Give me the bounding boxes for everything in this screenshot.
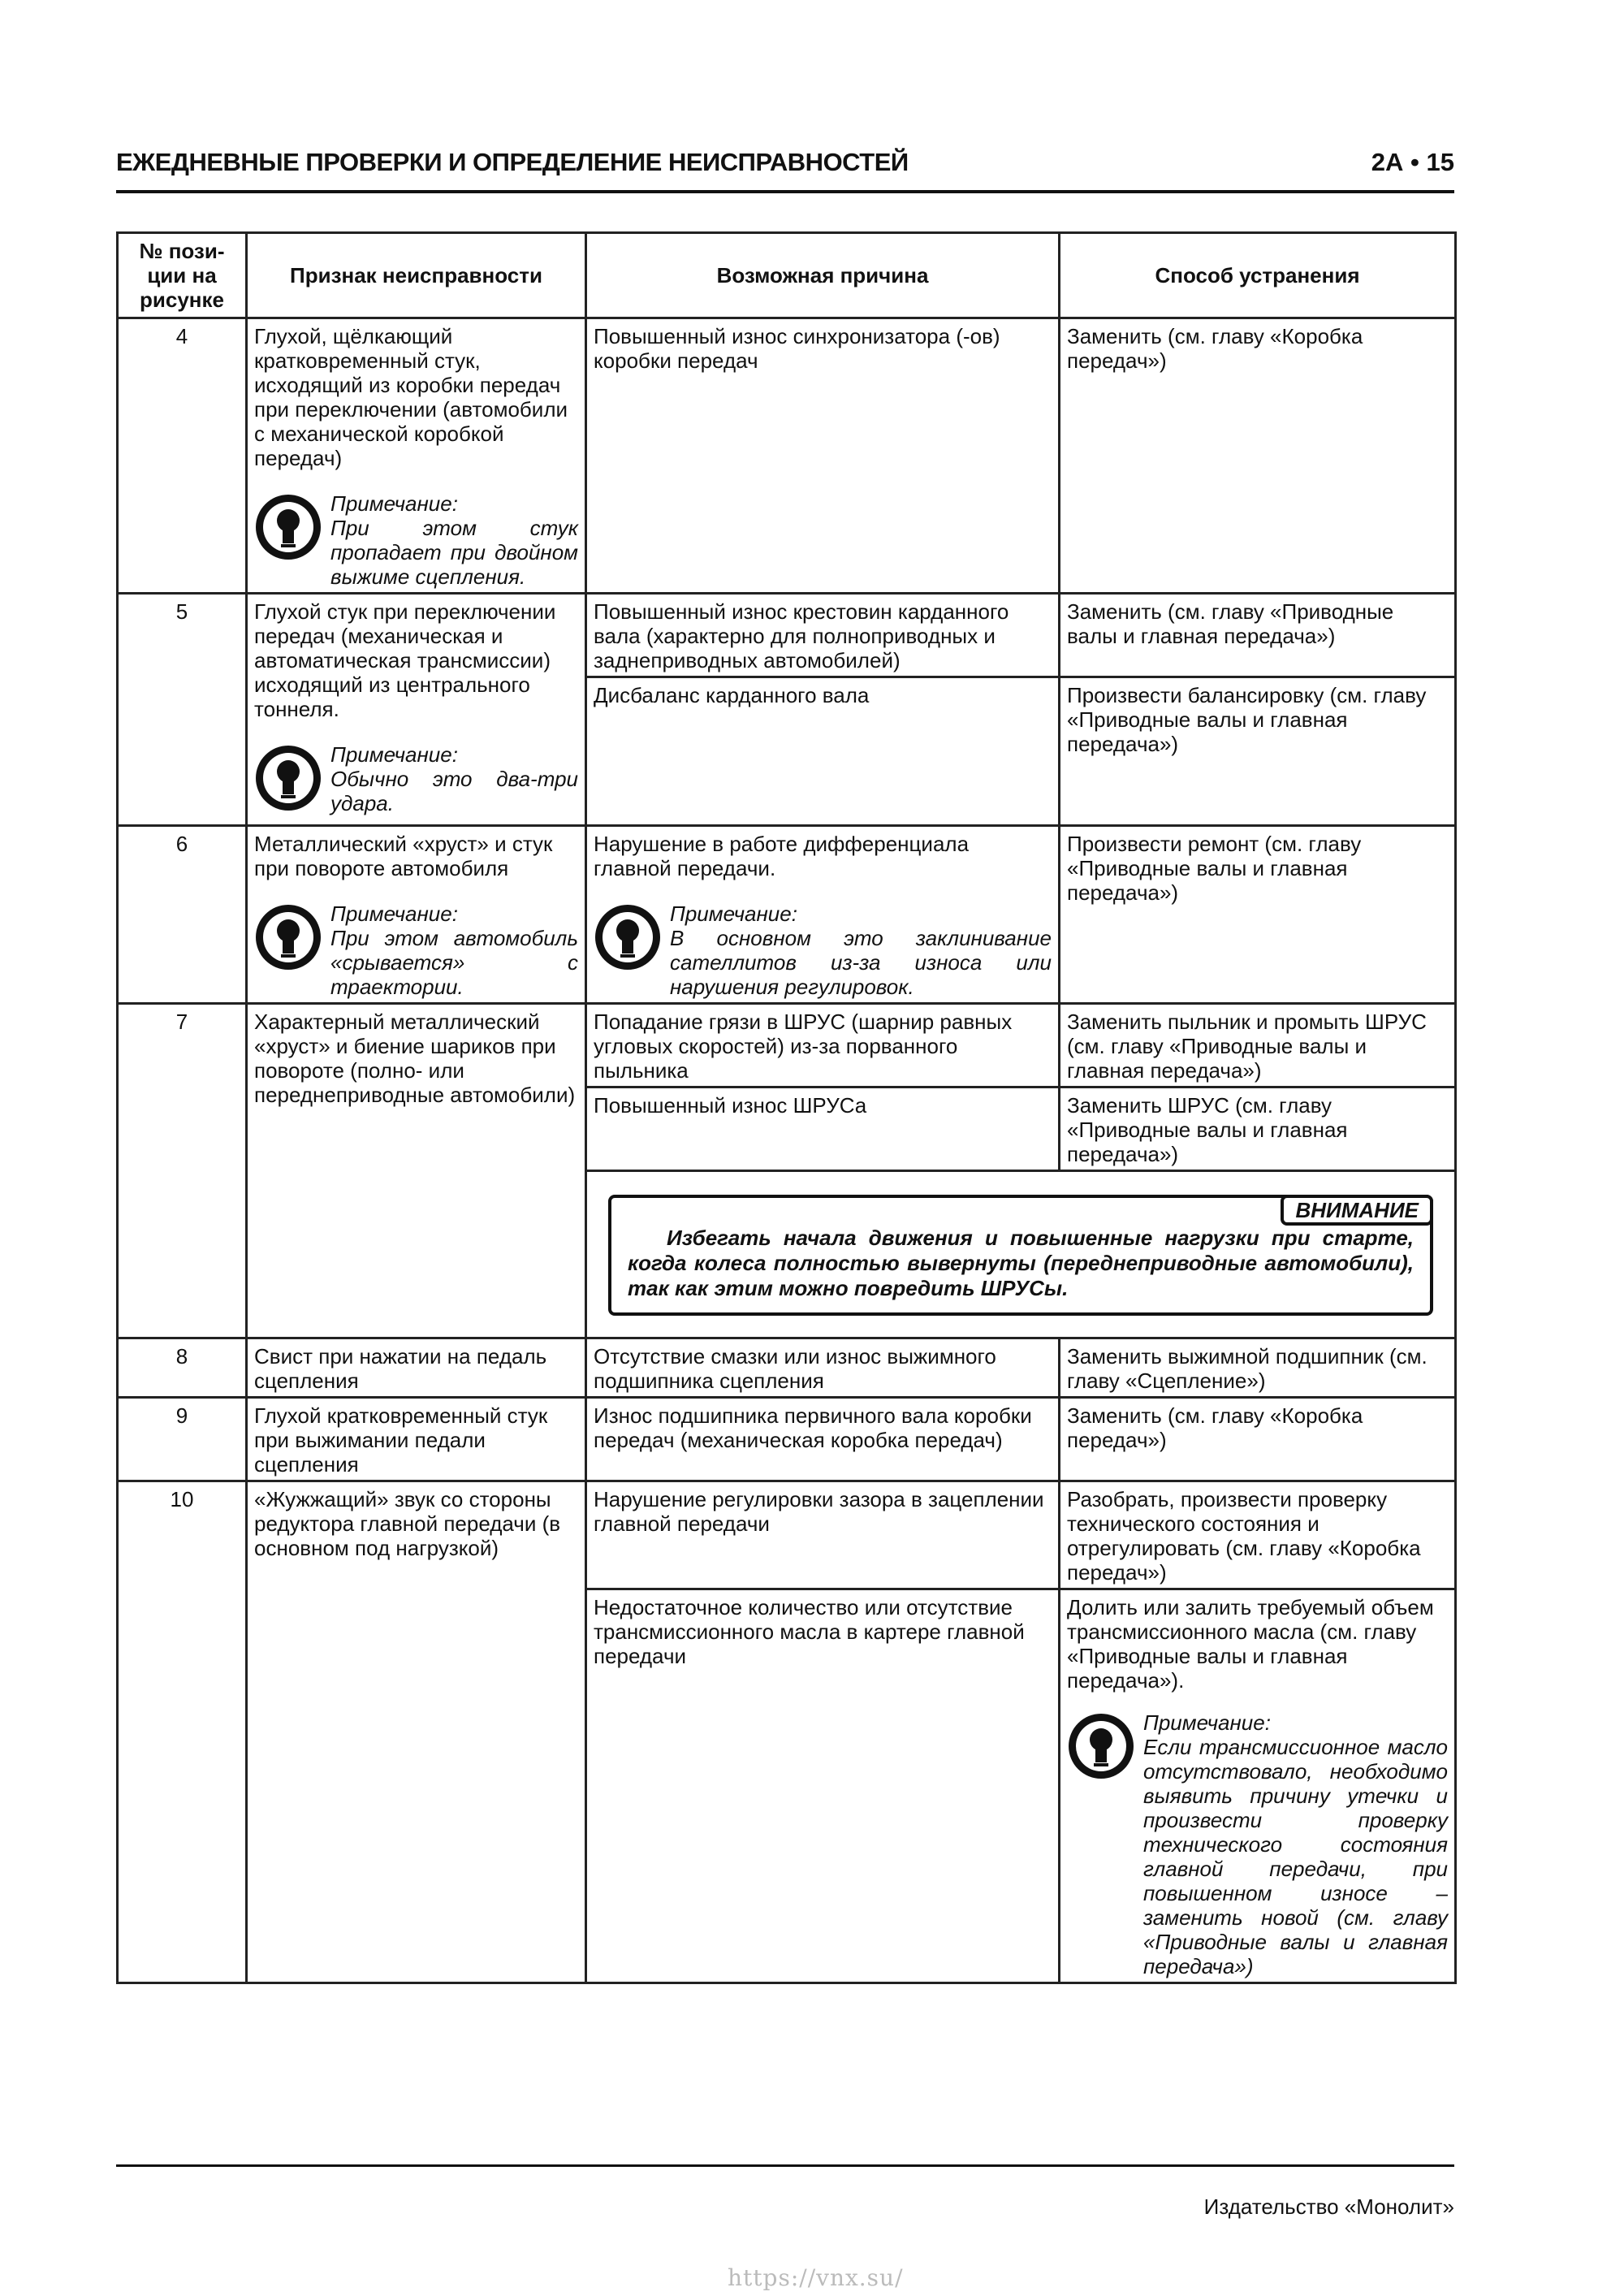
row-number: 5: [118, 594, 247, 826]
cause-cell: Повышенный износ крестовин карданного вала (характерно для полноприводных и заднеприводных автомобилей): [586, 594, 1060, 677]
note-label: Примечание:: [330, 491, 458, 516]
table-header-row: [118, 233, 1456, 318]
symptom-text: Металлический «хруст» и стук при повороте автомобиля: [254, 832, 553, 880]
symptom-cell: Свист при нажатии на педаль сцепления: [247, 1338, 586, 1398]
table-row: [118, 826, 1456, 1004]
remedy-cell: Заменить (см. главу «Коробка передач»): [1060, 1398, 1456, 1481]
remedy-cell: [1060, 1589, 1456, 1983]
note: [594, 902, 1052, 999]
remedy-cell: Произвести ремонт (см. главу «Приводные валы и главная передача»): [1060, 826, 1456, 1004]
note-label: Примечание:: [1143, 1710, 1271, 1735]
symptom-cell: [247, 594, 586, 826]
note-text: При этом стук пропадает при двойном выжиме сцепления.: [330, 516, 578, 589]
note-text: В основном это заклинивание сателлитов из-за износа или нарушения регулировок.: [670, 926, 1052, 999]
note-label: Примечание:: [330, 902, 458, 926]
page-header: [116, 145, 1454, 193]
col-header-cause: Возможная причина: [586, 233, 1060, 318]
remedy-cell: Заменить (см. главу «Приводные валы и главная передача»): [1060, 594, 1456, 677]
col-header-position: № пози-ции на рисунке: [118, 233, 247, 318]
cause-cell: Нарушение регулировки зазора в зацеплении главной передачи: [586, 1481, 1060, 1589]
table-row: [118, 1398, 1456, 1481]
note: [254, 742, 578, 815]
page-number: 2А • 15: [1371, 148, 1454, 176]
watermark-link[interactable]: https://vnx.su/: [728, 2264, 904, 2291]
page-footer: [116, 2164, 1454, 2219]
cause-cell: Повышенный износ ШРУСа: [586, 1087, 1060, 1171]
warning-cell: [586, 1171, 1456, 1338]
table-row: [118, 1481, 1456, 1589]
table-row: [118, 318, 1456, 594]
note-label: Примечание:: [330, 742, 458, 767]
lightbulb-icon: [254, 493, 322, 561]
warning-text: Избегать начала движения и повышенные нагрузки при старте, когда колеса полностью вывернуты (переднеприводные автомобили), так как этим можно повредить ШРУСы.: [628, 1226, 1414, 1300]
note-text: Обычно это два-три удара.: [330, 767, 578, 815]
symptom-cell: Характерный металлический «хруст» и биение шариков при повороте (полно- или переднеприводные автомобили): [247, 1004, 586, 1338]
cause-cell: Попадание грязи в ШРУС (шарнир равных угловых скоростей) из-за порванного пыльника: [586, 1004, 1060, 1087]
table-row: [118, 594, 1456, 677]
symptom-text: Глухой, щёлкающий кратковременный стук, исходящий из коробки передач при переключении (автомобили с механической коробкой передач): [254, 324, 568, 470]
cause-cell: Дисбаланс карданного вала: [586, 677, 1060, 826]
cause-cell: Износ подшипника первичного вала коробки передач (механическая коробка передач): [586, 1398, 1060, 1481]
remedy-cell: Произвести балансировку (см. главу «Приводные валы и главная передача»): [1060, 677, 1456, 826]
cause-cell: Отсутствие смазки или износ выжимного подшипника сцепления: [586, 1338, 1060, 1398]
cause-cell: [586, 826, 1060, 1004]
row-number: 8: [118, 1338, 247, 1398]
lightbulb-icon: [594, 903, 662, 971]
cause-cell: Повышенный износ синхронизатора (-ов) коробки передач: [586, 318, 1060, 594]
symptom-cell: Глухой кратковременный стук при выжимании педали сцепления: [247, 1398, 586, 1481]
row-number: 4: [118, 318, 247, 594]
note: [1067, 1710, 1448, 1978]
remedy-cell: Разобрать, произвести проверку технического состояния и отрегулировать (см. главу «Коробка передач»): [1060, 1481, 1456, 1589]
lightbulb-icon: [1067, 1712, 1135, 1780]
symptom-text: Глухой стук при переключении передач (механическая и автоматическая трансмиссии) исходящий из центрального тоннеля.: [254, 599, 556, 721]
remedy-cell: Заменить пыльник и промыть ШРУС (см. главу «Приводные валы и главная передача»): [1060, 1004, 1456, 1087]
table-row: [118, 1004, 1456, 1087]
row-number: 6: [118, 826, 247, 1004]
cause-cell: Недостаточное количество или отсутствие трансмиссионного масла в картере главной передачи: [586, 1589, 1060, 1983]
symptom-cell: [247, 826, 586, 1004]
remedy-text: Долить или залить требуемый объем трансмиссионного масла (см. главу «Приводные валы и главная передача»).: [1067, 1595, 1434, 1693]
fault-table: [116, 231, 1457, 1984]
remedy-cell: Заменить ШРУС (см. главу «Приводные валы и главная передача»): [1060, 1087, 1456, 1171]
lightbulb-icon: [254, 744, 322, 812]
warning-label: ВНИМАНИЕ: [1281, 1195, 1433, 1226]
note-text: При этом автомобиль «срывается» с траектории.: [330, 926, 578, 999]
warning-box: [608, 1195, 1433, 1316]
cause-text: Нарушение в работе дифференциала главной передачи.: [594, 832, 970, 880]
lightbulb-icon: [254, 903, 322, 971]
publisher: Издательство «Монолит»: [1203, 2194, 1454, 2219]
note-text: Если трансмиссионное масло отсутствовало, необходимо выявить причину утечки и произвести проверку технического состояния главной передачи, при повышенном износе – заменить новой (см. главу «Приводные валы и главная передача»): [1143, 1735, 1448, 1978]
row-number: 9: [118, 1398, 247, 1481]
note: [254, 491, 578, 589]
page-title: ЕЖЕДНЕВНЫЕ ПРОВЕРКИ И ОПРЕДЕЛЕНИЕ НЕИСПРАВНОСТЕЙ: [116, 148, 909, 176]
row-number: 7: [118, 1004, 247, 1338]
remedy-cell: Заменить выжимной подшипник (см. главу «Сцепление»): [1060, 1338, 1456, 1398]
note-label: Примечание:: [670, 902, 797, 926]
col-header-remedy: Способ устранения: [1060, 233, 1456, 318]
row-number: 10: [118, 1481, 247, 1983]
symptom-cell: «Жужжащий» звук со стороны редуктора главной передачи (в основном под нагрузкой): [247, 1481, 586, 1983]
remedy-cell: Заменить (см. главу «Коробка передач»): [1060, 318, 1456, 594]
table-row: [118, 1338, 1456, 1398]
note: [254, 902, 578, 999]
col-header-symptom: Признак неисправности: [247, 233, 586, 318]
symptom-cell: [247, 318, 586, 594]
